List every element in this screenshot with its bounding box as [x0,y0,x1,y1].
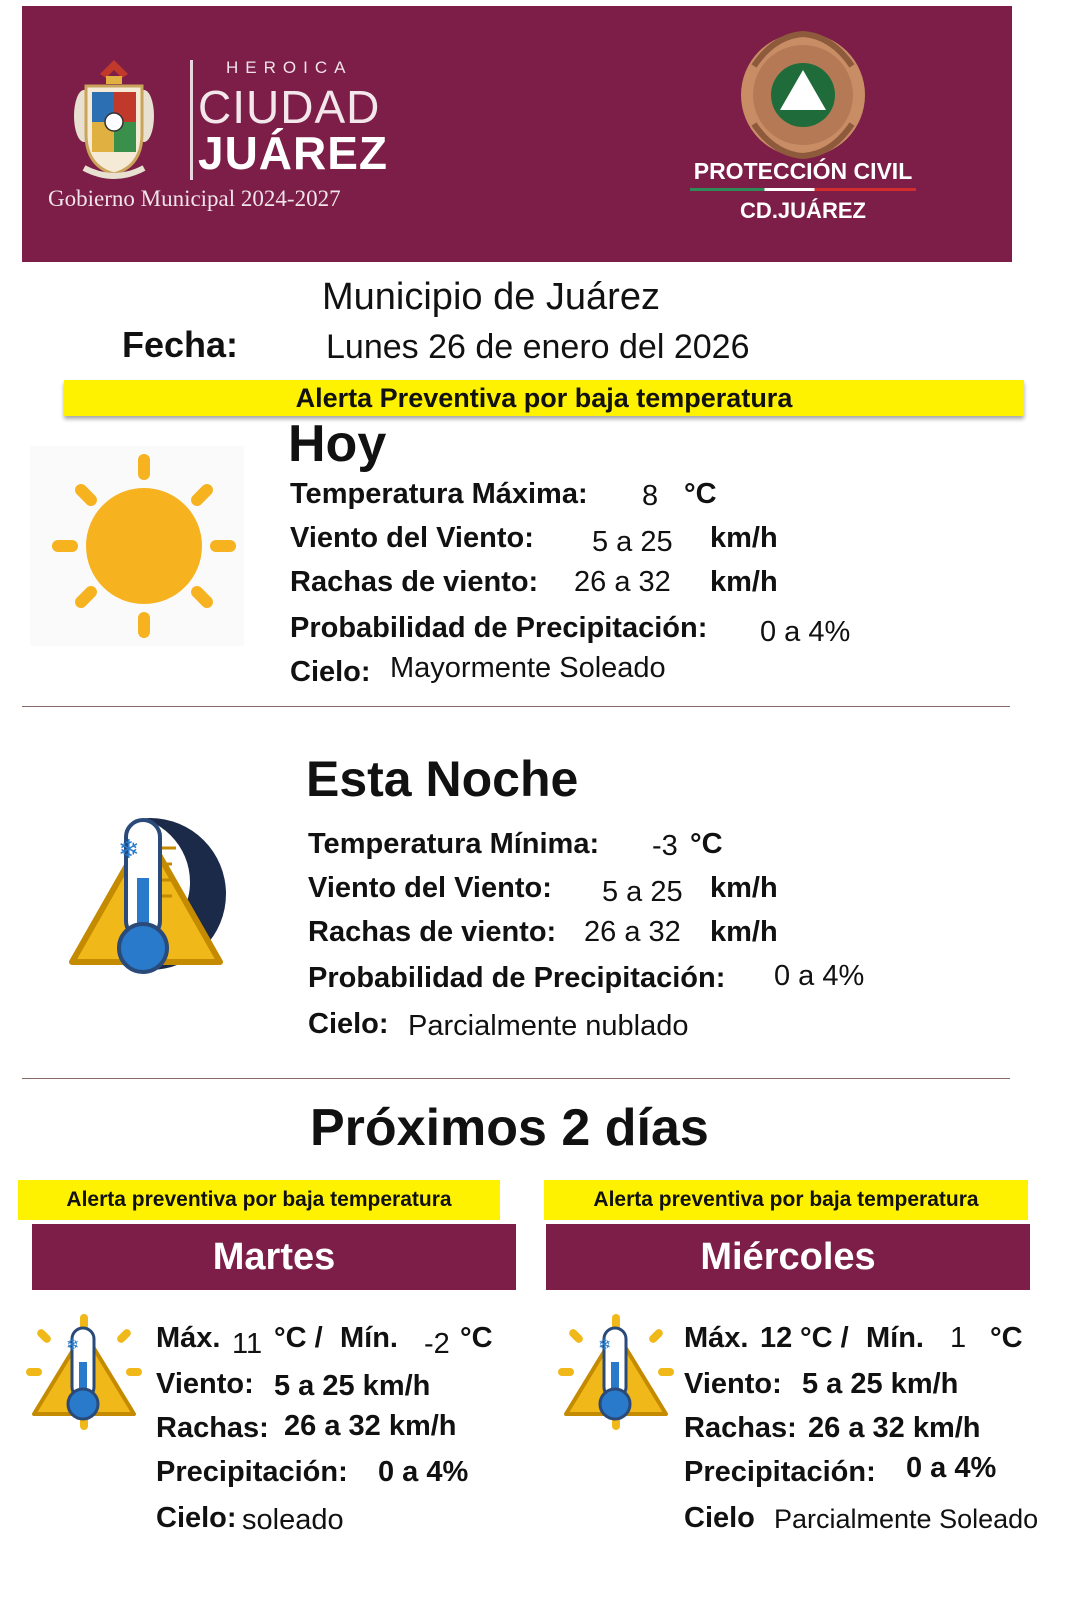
hoy-wind-unit: km/h [710,522,778,554]
hoy-wind-label: Viento del Viento: [290,522,534,554]
coat-of-arms-icon [70,56,158,188]
hoy-precip-value: 0 a 4% [760,616,851,648]
hoy-temp-value: 8 [642,480,659,512]
day-min-unit: °C [990,1322,1023,1354]
proteccion-civil-title: PROTECCIÓN CIVIL [693,158,913,184]
day-wind-value: 5 a 25 km/h [274,1370,431,1402]
day-max-label: Máx. [156,1322,221,1354]
ciudad-label: CIUDAD [198,81,381,133]
gobierno-label: Gobierno Municipal 2024-2027 [48,186,341,211]
noche-wind-value: 5 a 25 [602,876,683,908]
day-max-value: 12 [760,1322,793,1354]
day-min-label: Mín. [866,1322,924,1354]
day-max-unit: °C / [274,1322,323,1354]
hoy-precip-label: Probabilidad de Precipitación: [290,612,708,644]
proximos-title: Próximos 2 días [310,1099,709,1157]
noche-temp-unit: °C [690,828,723,860]
cold-thermometer-sun-icon [558,1314,674,1430]
hoy-title: Hoy [288,415,387,473]
day-wind-label: Viento: [156,1368,254,1400]
hoy-temp-label: Temperatura Máxima: [290,478,588,510]
hoy-sky-value: Mayormente Soleado [390,652,666,684]
day-name-bar: Martes [32,1224,516,1290]
hoy-gust-label: Rachas de viento: [290,566,539,598]
noche-wind-label: Viento del Viento: [308,872,552,904]
noche-sky-value: Parcialmente nublado [408,1010,689,1042]
sun-icon [30,446,244,646]
day-alert-banner: Alerta preventiva por baja temperatura [544,1180,1028,1220]
noche-title: Esta Noche [306,751,579,807]
day-precip-value: 0 a 4% [906,1452,997,1484]
day-gust-value: 26 a 32 km/h [284,1410,457,1442]
hoy-gust-value: 26 a 32 [574,566,671,598]
day-sky-value: Parcialmente Soleado [774,1504,1039,1534]
day-precip-label: Precipitación: [156,1456,348,1488]
day-max-value: 11 [232,1328,263,1360]
noche-gust-unit: km/h [710,916,778,948]
svg-text:❄: ❄ [118,835,140,865]
day-max-label: Máx. [684,1322,749,1354]
day-min-label: Mín. [340,1322,398,1354]
day-alert-banner: Alerta preventiva por baja temperatura [18,1180,500,1220]
svg-text:❄: ❄ [66,1335,80,1354]
noche-precip-value: 0 a 4% [774,960,865,992]
day-gust-label: Rachas: [156,1412,269,1444]
heroica-label: HEROICA [226,58,353,77]
noche-gust-label: Rachas de viento: [308,916,557,948]
day-wind-label: Viento: [684,1368,782,1400]
day-min-unit: °C [460,1322,493,1354]
noche-gust-value: 26 a 32 [584,916,681,948]
cold-thermometer-moon-icon [60,808,232,988]
day-precip-label: Precipitación: [684,1456,876,1488]
day-max-unit: °C / [800,1322,849,1354]
noche-sky-label: Cielo: [308,1008,389,1040]
day-precip-value: 0 a 4% [378,1456,469,1488]
tricolor-line [690,188,916,191]
noche-wind-unit: km/h [710,872,778,904]
svg-text:❄: ❄ [598,1335,612,1354]
day-wind-value: 5 a 25 km/h [802,1368,959,1400]
header-divider [190,60,193,180]
proteccion-civil-logo-icon [734,26,872,164]
proteccion-civil-city: CD.JUÁREZ [740,198,866,223]
hoy-gust-unit: km/h [710,566,778,598]
day-sky-label: Cielo [684,1502,755,1534]
cold-thermometer-sun-icon [26,1314,142,1430]
day-name-bar: Miércoles [546,1224,1030,1290]
day-gust-value: 26 a 32 km/h [808,1412,981,1444]
hoy-wind-value: 5 a 25 [592,526,673,558]
section-divider [22,1078,1010,1079]
hoy-sky-label: Cielo: [290,656,371,688]
day-gust-label: Rachas: [684,1412,797,1444]
hoy-temp-unit: °C [684,478,717,510]
section-divider [22,706,1010,707]
municipio-title: Municipio de Juárez [322,276,660,318]
noche-temp-label: Temperatura Mínima: [308,828,600,860]
day-min-value: -2 [424,1328,450,1360]
noche-temp-value: -3 [652,830,678,862]
fecha-value: Lunes 26 de enero del 2026 [326,328,750,366]
day-sky-label: Cielo: [156,1502,237,1534]
alert-banner: Alerta Preventiva por baja temperatura [64,380,1024,416]
day-min-value: 1 [950,1322,967,1354]
juarez-label: JUÁREZ [198,127,389,179]
noche-precip-label: Probabilidad de Precipitación: [308,962,726,994]
day-sky-value: soleado [242,1504,344,1536]
fecha-label: Fecha: [122,324,239,365]
